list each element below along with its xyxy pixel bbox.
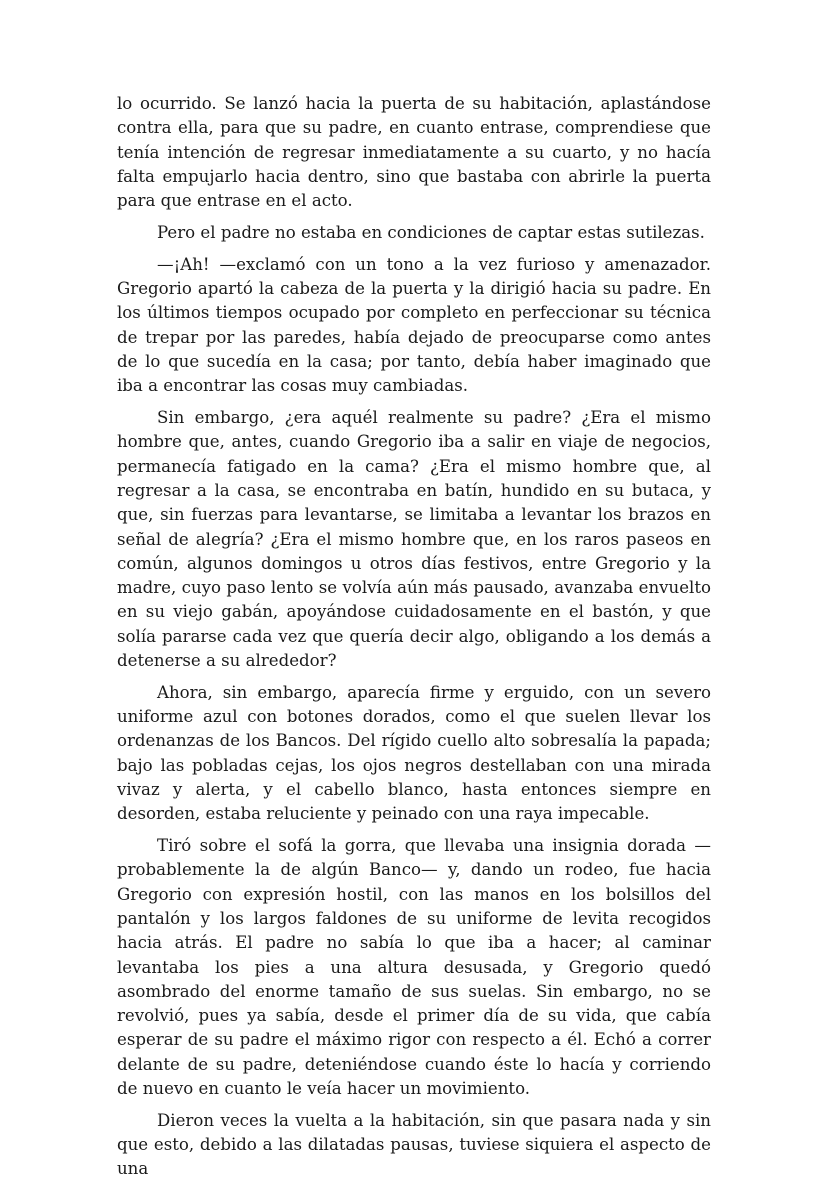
paragraph-5: Ahora, sin embargo, aparecía firme y erguido, con un severo uniforme azul con botones dorados, como el que suelen llevar los ordenanzas de los Bancos. Del rígido cuello alto sobresalía la papada; bajo las pobladas cejas, los ojos negros destellaban con una mirada vivaz y alerta, y el cabello blanco, hasta entonces siempre en desorden, estaba reluciente y peinado con una raya impecable. [117,682,711,824]
paragraph-7: Dieron veces la vuelta a la habitación, sin que pasara nada y sin que esto, debido a las dilatadas pausas, tuviese siquiera el aspecto de una [117,1110,711,1179]
paragraph-3: —¡Ah! —exclamó con un tono a la vez furioso y amenazador. Gregorio apartó la cabeza de la puerta y la dirigió hacia su padre. En los últimos tiempos ocupado por completo en perfeccionar su técnica de trepar por las paredes, había dejado de preocuparse como antes de lo que sucedía en la casa; por tanto, debía haber imaginado que iba a encontrar las cosas muy cambiadas. [117,254,711,396]
book-page [117,92,711,1182]
paragraph-1: lo ocurrido. Se lanzó hacia la puerta de su habitación, aplastándose contra ella, para que su padre, en cuanto entrase, comprendiese que tenía intención de regresar inmediatamente a su cuarto, y no hacía falta empujarlo hacia dentro, sino que bastaba con abrirle la puerta para que entrase en el acto. [117,94,711,211]
paragraph-2: Pero el padre no estaba en condiciones de captar estas sutilezas. [157,222,705,242]
paragraph-4: Sin embargo, ¿era aquél realmente su padre? ¿Era el mismo hombre que, antes, cuando Gregorio iba a salir en viaje de negocios, permanecía fatigado en la cama? ¿Era el mismo hombre que, al regresar a la casa, se encontraba en batín, hundido en su butaca, y que, sin fuerzas para levantarse, se limitaba a levantar los brazos en señal de alegría? ¿Era el mismo hombre que, en los raros paseos en común, algunos domingos u otros días festivos, entre Gregorio y la madre, cuyo paso lento se volvía aún más pausado, avanzaba envuelto en su viejo gabán, apoyándose cuidadosamente en el bastón, y que solía pararse cada vez que quería decir algo, obligando a los demás a detenerse a su alrededor? [117,408,711,671]
paragraph-6: Tiró sobre el sofá la gorra, que llevaba una insignia dorada —probablemente la de algún Banco— y, dando un rodeo, fue hacia Gregorio con expresión hostil, con las manos en los bolsillos del pantalón y los largos faldones de su uniforme de levita recogidos hacia atrás. El padre no sabía lo que iba a hacer; al caminar levantaba los pies a una altura desusada, y Gregorio quedó asombrado del enorme tamaño de sus suelas. Sin embargo, no se revolvió, pues ya sabía, desde el primer día de su vida, que cabía esperar de su padre el máximo rigor con respecto a él. Echó a correr delante de su padre, deteniéndose cuando éste lo hacía y corriendo de nuevo en cuanto le veía hacer un movimiento. [117,836,711,1099]
